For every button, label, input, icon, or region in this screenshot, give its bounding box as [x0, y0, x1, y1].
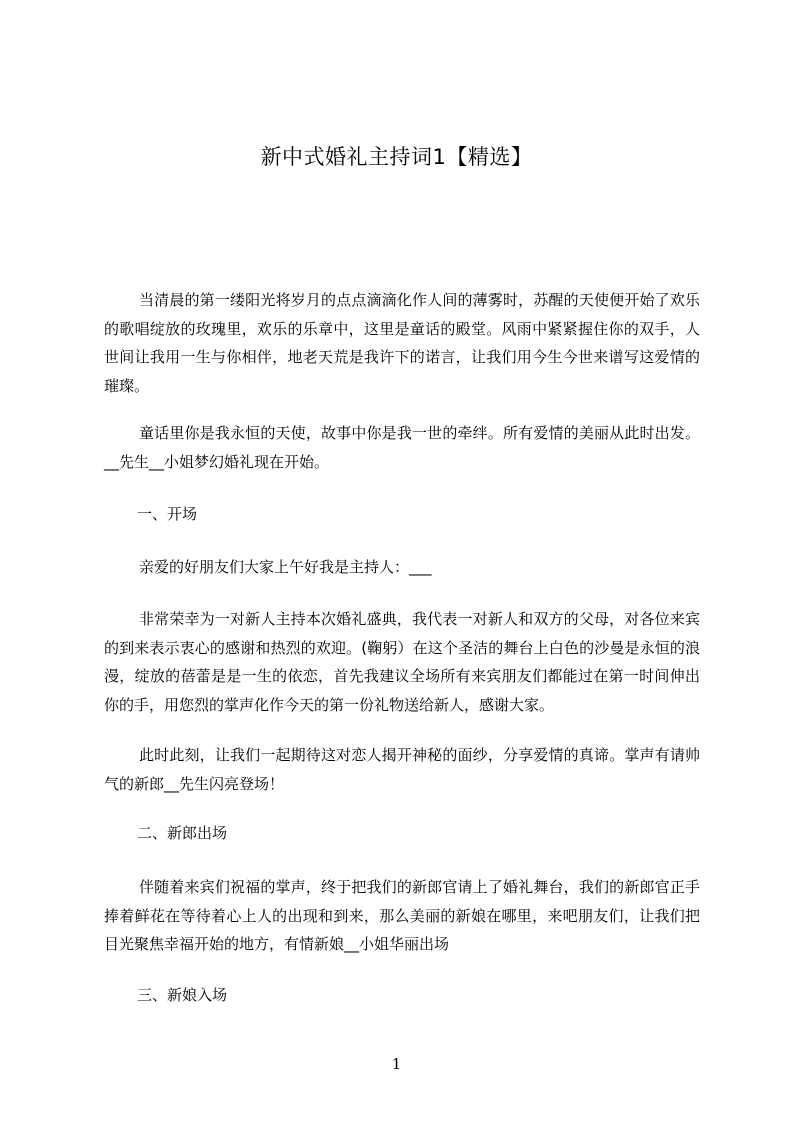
- section-heading-bride: 三、新娘入场: [137, 986, 228, 1004]
- document-title: 新中式婚礼主持词1【精选】: [260, 145, 533, 169]
- section-heading-groom: 二、新郎出场: [137, 824, 228, 842]
- paragraph-unveil: 此时此刻，让我们一起期待这对恋人揭开神秘的面纱，分享爱情的真谛。掌声有请帅气的新郎__先生闪亮登场！: [104, 746, 700, 793]
- section-heading-opening: 一、开场: [137, 505, 198, 523]
- paragraph-host-greeting: 亲爱的好朋友们大家上午好我是主持人：___: [139, 558, 432, 576]
- page-number: 1: [391, 1055, 402, 1073]
- paragraph-opening: 当清晨的第一缕阳光将岁月的点点滴滴化作人间的薄雾时，苏醒的天使便开始了欢乐的歌唱绽放的玫瑰里，欢乐的乐章中，这里是童话的殿堂。风雨中紧紧握住你的双手，人世间让我用一生与你相伴，地老天荒是我许下的诺言，让我们用今生今世来谱写这爱情的璀璨。: [104, 291, 700, 395]
- paragraph-welcome: 非常荣幸为一对新人主持本次婚礼盛典，我代表一对新人和双方的父母，对各位来宾的到来表示衷心的感谢和热烈的欢迎。(鞠躬）在这个圣洁的舞台上白色的沙曼是永恒的浪漫，绽放的蓓蕾是是一生的依恋，首先我建议全场所有来宾朋友们都能过在第一时间伸出你的手，用您烈的掌声化作今天的第一份礼物送给新人，感谢大家。: [104, 610, 700, 714]
- paragraph-fairy-tale: 童话里你是我永恒的天使，故事中你是我一世的牵绊。所有爱情的美丽从此时出发。__先生__小姐梦幻婚礼现在开始。: [104, 424, 700, 471]
- paragraph-groom-entrance: 伴随着来宾们祝福的掌声，终于把我们的新郎官请上了婚礼舞台，我们的新郎官正手捧着鲜花在等待着心上人的出现和到来，那么美丽的新娘在哪里，来吧朋友们，让我们把目光聚焦幸福开始的地方，有情新娘__小姐华丽出场: [104, 878, 700, 953]
